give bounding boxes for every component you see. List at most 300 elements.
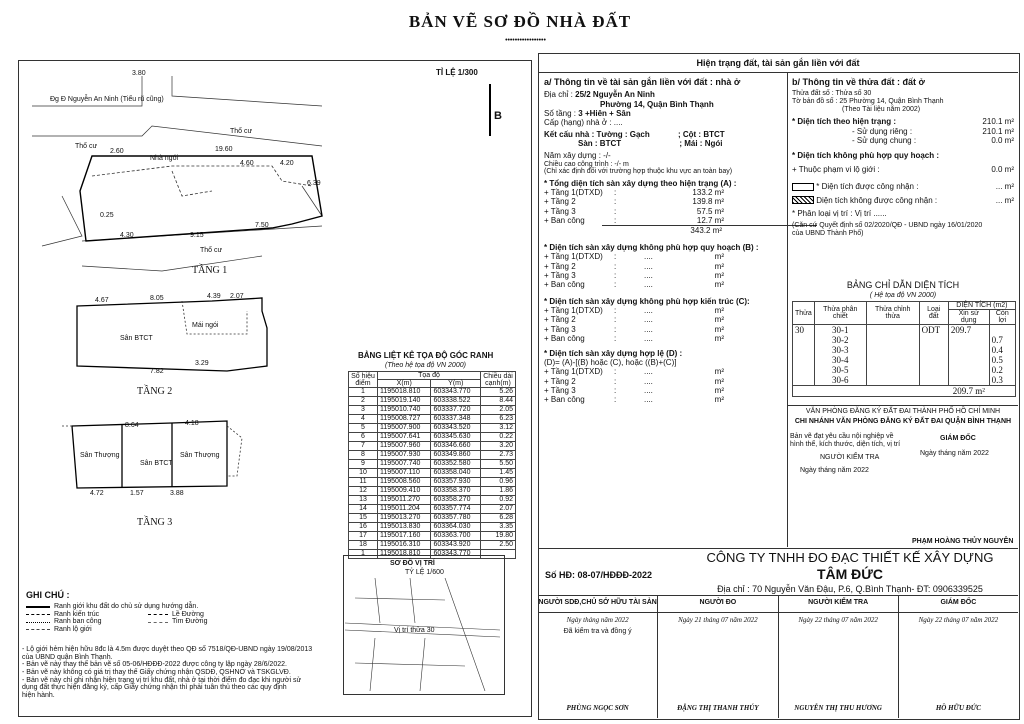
table-cell: 2.73 bbox=[481, 451, 516, 460]
section-b-area-title: * Diện tích sàn xây dựng không phù hợp quy hoạch (B) : bbox=[544, 243, 759, 253]
sub-parcel: 30-5 bbox=[832, 365, 849, 375]
area-col-use: Xin sử dụng bbox=[948, 310, 989, 325]
coords-body bbox=[349, 388, 516, 559]
area-row-label: + Tầng 2 bbox=[544, 261, 576, 271]
area-row bbox=[544, 306, 782, 315]
table-cell: 1195009.410 bbox=[378, 487, 431, 496]
area-row-label: + Tầng 2 bbox=[544, 315, 576, 325]
remain-value: 0.3 bbox=[991, 374, 1003, 385]
legend-item-3: Ranh ban công bbox=[54, 618, 102, 626]
signer-role: NGƯỜI ĐO bbox=[699, 599, 737, 606]
own-use-label: - Sử dụng riêng : bbox=[852, 126, 913, 136]
remain-value bbox=[992, 326, 1013, 335]
sub-parcel: 30-1 bbox=[832, 325, 849, 335]
table-cell: 1195007.641 bbox=[378, 433, 431, 442]
floors-value: 3 +Hiên + Sân bbox=[578, 108, 631, 118]
table-cell: 603357.774 bbox=[431, 505, 481, 514]
dim-t1-d: 4.20 bbox=[280, 160, 294, 167]
area-row-value: 12.7 m² bbox=[696, 215, 724, 225]
signer-date: Ngày tháng năm 2022 bbox=[566, 616, 629, 624]
signer-date: Ngày 22 tháng 07 năm 2022 bbox=[798, 616, 878, 624]
table-row bbox=[349, 478, 516, 487]
table-cell: 603345.630 bbox=[431, 433, 481, 442]
label-san-btct-3: Sân BTCT bbox=[140, 460, 173, 467]
note-line-2: của UBND quận Bình Thạnh. bbox=[22, 653, 113, 661]
table-cell: 0.22 bbox=[481, 433, 516, 442]
label-nha-ngoi: Nhà ngói bbox=[150, 155, 179, 162]
table-cell: 18 bbox=[349, 541, 378, 550]
area-row-colon: : bbox=[614, 215, 617, 225]
area-row-value bbox=[644, 280, 724, 289]
table-cell: 603357.780 bbox=[431, 514, 481, 523]
area-row-value: 57.5 m² bbox=[696, 206, 724, 216]
d-formula: (D)= (A)-[(B) hoặc (C), hoặc ((B)+(C)] bbox=[544, 358, 677, 368]
area-row-colon: : bbox=[614, 261, 617, 271]
area-row bbox=[544, 367, 782, 376]
table-cell: 603358.370 bbox=[431, 487, 481, 496]
floor-label-1: TẦNG 1 bbox=[192, 265, 228, 276]
non-conforming-title: * Diện tích không phù hợp quy hoạch : bbox=[792, 150, 940, 160]
area-row-unit: m² bbox=[714, 385, 724, 395]
signer-extra: Đã kiểm tra và đồng ý bbox=[563, 628, 632, 635]
area-row-value bbox=[644, 325, 724, 334]
parcel-number: Thửa đất số : Thửa số 30 bbox=[792, 90, 872, 98]
table-cell: 603338.522 bbox=[431, 397, 481, 406]
sub-parcel: 30-3 bbox=[832, 345, 849, 355]
divider-top bbox=[538, 72, 1018, 73]
map-sheet: Tờ bản đồ số : 25 Phường 14, Quận Bình Thạnh bbox=[792, 98, 944, 106]
area-row bbox=[544, 216, 782, 225]
table-cell: 603349.860 bbox=[431, 451, 481, 460]
remain-value: 0.5 bbox=[991, 354, 1003, 365]
area-row-value bbox=[644, 377, 724, 386]
table-cell: 1 bbox=[349, 550, 378, 559]
table-cell: 1195011.204 bbox=[378, 505, 431, 514]
table-row bbox=[349, 541, 516, 550]
signer-role: GIÁM ĐỐC bbox=[940, 599, 977, 606]
table-cell: 1195013.830 bbox=[378, 523, 431, 532]
table-row bbox=[349, 505, 516, 514]
label-tho-cu-2: Thổ cư bbox=[75, 143, 98, 150]
basis-line-1: (Căn cứ Quyết định số 02/2020/QĐ - UBND ngày 16/01/2020 bbox=[792, 221, 983, 229]
road-boundary-label: + Thuộc phạm vi lộ giới : bbox=[792, 165, 880, 175]
area-col-type: Loại đất bbox=[919, 302, 948, 325]
table-cell: 603363.700 bbox=[431, 532, 481, 541]
north-arrow-icon bbox=[489, 84, 491, 136]
table-cell: 1195017.160 bbox=[378, 532, 431, 541]
area-row bbox=[544, 386, 782, 395]
table-cell: 1195013.270 bbox=[378, 514, 431, 523]
area-row-colon: : bbox=[614, 385, 617, 395]
location-scale: TỶ LỆ 1/600 bbox=[405, 569, 444, 576]
area-row-blank: .... bbox=[644, 306, 653, 316]
table-row bbox=[349, 487, 516, 496]
label-san-btct: Sân BTCT bbox=[120, 335, 153, 342]
section-a bbox=[544, 77, 782, 404]
dim-t3-c: 4.72 bbox=[90, 490, 104, 497]
area-row-label: + Tầng 1(DTXD) bbox=[544, 306, 603, 316]
area-row-unit: m² bbox=[714, 367, 724, 377]
signer-name: NGUYỄN THỊ THU HƯƠNG bbox=[794, 704, 882, 712]
area-row-colon: : bbox=[614, 197, 617, 207]
area-total: 209.7 m² bbox=[793, 386, 1016, 397]
area-row-unit: m² bbox=[714, 333, 724, 343]
note-line-4: - Bản vẽ này không có giá trị thay thế Giấy chứng nhận QSDĐ, QSHNƠ và TSKGLVĐ. bbox=[22, 669, 291, 677]
area-row-blank: .... bbox=[644, 394, 653, 404]
area-row bbox=[544, 395, 782, 404]
table-cell: 603346.660 bbox=[431, 442, 481, 451]
label-san-thuong-1: Sân Thượng bbox=[80, 452, 120, 459]
area-row bbox=[544, 262, 782, 271]
area-col-parcel: Thửa bbox=[793, 302, 815, 325]
coords-title: BẢNG LIỆT KÊ TỌA ĐỘ GÓC RANH bbox=[358, 351, 494, 360]
note-line-6: dụng đất thực hiện đăng ký, cấp Giấy chứng nhận thì phải tuân thủ theo các quy định bbox=[22, 684, 287, 692]
area-row bbox=[544, 207, 782, 216]
signer-role: NGƯỜI KIỂM TRA bbox=[808, 599, 869, 606]
table-cell: 7 bbox=[349, 442, 378, 451]
doc-number: Số HĐ: 08-07/HĐĐĐ-2022 bbox=[545, 570, 653, 580]
area-row-value bbox=[644, 386, 724, 395]
table-cell: 5 bbox=[349, 424, 378, 433]
legend-item-1: Ranh giới khu đất do chủ sử dụng hướng dẫn. bbox=[54, 603, 199, 610]
signer-name: ĐẶNG THỊ THANH THÚY bbox=[677, 704, 759, 712]
office-line-2: CHI NHÁNH VĂN PHÒNG ĐĂNG KÝ ĐẤT ĐAI QUẬN BÌNH THẠNH bbox=[794, 418, 1012, 425]
dim-t3-a: 8.64 bbox=[125, 422, 139, 429]
area-row-blank: .... bbox=[644, 261, 653, 271]
dim-t2-b: 8.05 bbox=[150, 295, 164, 302]
sub-parcel: 30-4 bbox=[832, 355, 849, 365]
dim-t1-b: 2.60 bbox=[110, 148, 124, 155]
not-recognized-value: ... m² bbox=[995, 195, 1014, 205]
not-recognized-swatch bbox=[792, 196, 814, 204]
table-cell: 4 bbox=[349, 415, 378, 424]
table-cell: 3.20 bbox=[481, 442, 516, 451]
c-area-rows bbox=[544, 306, 782, 343]
area-row-unit: m² bbox=[714, 394, 724, 404]
area-row-blank: .... bbox=[644, 333, 653, 343]
table-cell: 19.80 bbox=[481, 532, 516, 541]
office-checker: NGƯỜI KIỂM TRA bbox=[820, 454, 880, 461]
area-row-value bbox=[644, 395, 724, 404]
area-row-label: + Ban công bbox=[544, 394, 585, 404]
dim-t1-g: 7.50 bbox=[255, 222, 269, 229]
table-cell: 1195018.810 bbox=[378, 550, 431, 559]
area-type: ODT bbox=[919, 325, 948, 386]
area-row bbox=[544, 280, 782, 289]
table-row bbox=[349, 460, 516, 469]
area-row-unit: m² bbox=[714, 324, 724, 334]
table-row bbox=[349, 523, 516, 532]
dim-t1-f: 6.39 bbox=[307, 180, 321, 187]
note-line-7: hiện hành. bbox=[22, 692, 55, 700]
area-row-colon: : bbox=[614, 367, 617, 377]
area-row-colon: : bbox=[614, 394, 617, 404]
remain-value: 0.2 bbox=[991, 364, 1003, 375]
area-row-label: + Tầng 1(DTXD) bbox=[544, 252, 603, 262]
area-value: 210.1 m² bbox=[982, 117, 1014, 127]
area-table-title: BẢNG CHỈ DẪN DIỆN TÍCH bbox=[846, 280, 960, 290]
office-line-1: VĂN PHÒNG ĐĂNG KÝ ĐẤT ĐAI THÀNH PHỐ HỒ CHÍ MINH bbox=[805, 408, 1001, 415]
office-divider bbox=[788, 405, 1018, 406]
road-boundary-value: 0.0 m² bbox=[991, 165, 1014, 175]
table-cell: 15 bbox=[349, 514, 378, 523]
area-row-colon: : bbox=[614, 279, 617, 289]
area-row-label: + Tầng 3 bbox=[544, 206, 576, 216]
area-row-label: + Ban công bbox=[544, 215, 585, 225]
dim-t1-c: 19.60 bbox=[215, 146, 233, 153]
note-line-1: - Lộ giới hẻm hiện hữu 8đc là 4.5m được duyệt theo QĐ số 7518/QĐ-UBND ngày 19/08/2013 bbox=[22, 646, 313, 653]
area-row bbox=[544, 252, 782, 261]
legend-item-4: Ranh lộ giới bbox=[54, 626, 92, 634]
table-cell: 13 bbox=[349, 496, 378, 505]
table-cell: 1195008.727 bbox=[378, 415, 431, 424]
signer-column bbox=[538, 595, 657, 718]
area-row-unit: m² bbox=[714, 315, 724, 325]
table-cell: 603343.770 bbox=[431, 550, 481, 559]
legend-item-6: Tim Đường bbox=[172, 618, 208, 626]
signer-name: PHÙNG NGỌC SƠN bbox=[566, 704, 629, 712]
table-row bbox=[349, 451, 516, 460]
area-row-value bbox=[644, 252, 724, 261]
remain-value: 0.4 bbox=[991, 344, 1003, 355]
table-cell: 1.86 bbox=[481, 487, 516, 496]
area-row-colon: : bbox=[614, 324, 617, 334]
office-director: GIÁM ĐỐC bbox=[940, 435, 976, 442]
area-row-value bbox=[644, 334, 724, 343]
dim-t1-i: 4.30 bbox=[120, 232, 134, 239]
area-title: * Diện tích theo hiện trạng : bbox=[792, 117, 897, 127]
area-row-value: 133.2 m² bbox=[692, 188, 724, 198]
notes-title: GHI CHÚ : bbox=[26, 590, 70, 600]
table-cell: 10 bbox=[349, 469, 378, 478]
table-row bbox=[349, 406, 516, 415]
col-coords: Tọa độ bbox=[378, 372, 481, 380]
area-row-colon: : bbox=[614, 333, 617, 343]
table-cell: 0.96 bbox=[481, 478, 516, 487]
col-y: Y(m) bbox=[431, 380, 481, 388]
table-cell: 11 bbox=[349, 478, 378, 487]
area-row-value bbox=[644, 315, 724, 324]
address-value: 25/2 Nguyễn An Ninh bbox=[575, 90, 655, 100]
area-table bbox=[792, 301, 1016, 397]
table-cell: 1195008.560 bbox=[378, 478, 431, 487]
area-row-value bbox=[644, 271, 724, 280]
table-cell: 12 bbox=[349, 487, 378, 496]
area-row-unit: m² bbox=[714, 376, 724, 386]
table-row bbox=[349, 442, 516, 451]
table-cell: 17 bbox=[349, 532, 378, 541]
dim-t2-a: 4.67 bbox=[95, 297, 109, 304]
column-value: BTCT bbox=[703, 130, 725, 140]
table-row bbox=[349, 532, 516, 541]
d-area-rows bbox=[544, 367, 782, 404]
office-director-name: PHẠM HOÀNG THỦY NGUYÊN bbox=[912, 538, 1014, 545]
table-row bbox=[349, 496, 516, 505]
table-cell: 1195007.900 bbox=[378, 424, 431, 433]
dim-t2-f: 7.82 bbox=[150, 368, 164, 375]
dim-t3-d: 1.57 bbox=[130, 490, 144, 497]
location-parcel-label: Vị trí thửa 30 bbox=[394, 627, 435, 634]
table-cell: 603343.520 bbox=[431, 424, 481, 433]
table-cell: 3 bbox=[349, 406, 378, 415]
table-row bbox=[349, 514, 516, 523]
area-row bbox=[544, 334, 782, 343]
dim-t1-a: 3.80 bbox=[132, 70, 146, 77]
table-row bbox=[349, 469, 516, 478]
own-use-value: 210.1 m² bbox=[982, 126, 1014, 136]
table-cell: 8.44 bbox=[481, 397, 516, 406]
area-row-label: + Tầng 1(DTXD) bbox=[544, 188, 603, 198]
sub-parcel: 30-6 bbox=[832, 375, 849, 385]
remain-value: 0.7 bbox=[991, 334, 1003, 345]
area-row-label: + Tầng 1(DTXD) bbox=[544, 367, 603, 377]
label-san-thuong-2: Sân Thượng bbox=[180, 452, 220, 459]
label-tho-cu-3: Thổ cư bbox=[200, 247, 223, 254]
signer-name: HỒ HỮU ĐỨC bbox=[935, 704, 981, 712]
table-cell: 603358.040 bbox=[431, 469, 481, 478]
area-row-blank: .... bbox=[644, 315, 653, 325]
wall-value: Gạch bbox=[629, 130, 650, 140]
area-row-unit: m² bbox=[714, 279, 724, 289]
area-row-unit: m² bbox=[714, 306, 724, 316]
area-row-value bbox=[644, 306, 724, 315]
recognized-value: ... m² bbox=[995, 182, 1014, 192]
table-cell: 9 bbox=[349, 460, 378, 469]
area-row bbox=[544, 377, 782, 386]
floor-label-2: TẦNG 2 bbox=[137, 386, 173, 397]
table-cell: 2 bbox=[349, 397, 378, 406]
table-cell: 2.07 bbox=[481, 505, 516, 514]
table-cell: 6 bbox=[349, 433, 378, 442]
col-point: Số hiệu điểm bbox=[349, 372, 378, 388]
area-row-label: + Ban công bbox=[544, 333, 585, 343]
table-cell: 16 bbox=[349, 523, 378, 532]
signer-date: Ngày 22 tháng 07 năm 2022 bbox=[918, 616, 999, 624]
recognized-swatch bbox=[792, 183, 814, 191]
table-cell: 603337.348 bbox=[431, 415, 481, 424]
office-checker-date: Ngày tháng năm 2022 bbox=[800, 467, 869, 474]
table-cell: 603343.770 bbox=[431, 388, 481, 397]
area-row bbox=[544, 315, 782, 324]
recognized-label: * Diện tích được công nhận : bbox=[816, 182, 919, 192]
table-cell: 603358.270 bbox=[431, 496, 481, 505]
area-col-remain: Còn lợi bbox=[989, 310, 1015, 325]
table-cell: 1195007.960 bbox=[378, 442, 431, 451]
area-row-unit: m² bbox=[714, 252, 724, 262]
dim-t3-e: 3.88 bbox=[170, 490, 184, 497]
table-cell: 2.05 bbox=[481, 406, 516, 415]
roof-label: ; Mái : bbox=[679, 139, 703, 149]
structure-label: Kết cấu nhà : Tường : bbox=[544, 130, 628, 140]
area-adjust bbox=[866, 325, 919, 386]
zone-classification: * Phân loại vị trí : Vị trí ...... bbox=[792, 208, 887, 218]
table-cell: 5.26 bbox=[481, 388, 516, 397]
table-cell: 5.50 bbox=[481, 460, 516, 469]
table-cell: 603352.580 bbox=[431, 460, 481, 469]
area-remain bbox=[989, 325, 1015, 386]
table-cell: 0.92 bbox=[481, 496, 516, 505]
dim-t3-b: 4.18 bbox=[185, 420, 199, 427]
floor-material-value: BTCT bbox=[599, 139, 622, 149]
area-row-colon: : bbox=[614, 188, 617, 198]
col-length: Chiều dài cạnh(m) bbox=[481, 372, 516, 388]
area-use: 209.7 bbox=[948, 325, 989, 386]
area-row-unit: m² bbox=[714, 261, 724, 271]
coords-subtitle: (Theo hệ tọa độ VN 2000) bbox=[385, 362, 466, 369]
signer-role: NGƯỜI SDĐ,CHỦ SỞ HỮU TÀI SẢN bbox=[538, 599, 657, 606]
section-b bbox=[792, 77, 1014, 237]
b-area-rows bbox=[544, 252, 782, 289]
company-address: Địa chỉ : 70 Nguyễn Văn Đậu, P.6, Q.Bình Thạnh- ĐT: 0906339525 bbox=[717, 584, 983, 594]
table-cell: 1195007.740 bbox=[378, 460, 431, 469]
col-x: X(m) bbox=[378, 380, 431, 388]
signer-date: Ngày 21 tháng 07 năm 2022 bbox=[678, 616, 758, 624]
table-cell: 603364.030 bbox=[431, 523, 481, 532]
table-cell: 2.50 bbox=[481, 541, 516, 550]
divider-mid bbox=[787, 72, 788, 547]
section-a-title: a/ Thông tin về tài sản gắn liền với đất : nhà ở bbox=[544, 77, 741, 87]
area-row-colon: : bbox=[614, 270, 617, 280]
signer-column bbox=[898, 595, 1018, 718]
label-mai-ngoi: Mái ngói bbox=[192, 322, 219, 329]
area-row-colon: : bbox=[614, 315, 617, 325]
legend-item-5: Lề Đường bbox=[172, 610, 204, 618]
area-row-blank: .... bbox=[644, 385, 653, 395]
area-parcel: 30 bbox=[793, 325, 815, 386]
company-name: CÔNG TY TNHH ĐO ĐẠC THIẾT KẾ XÂY DỰNG bbox=[706, 550, 994, 565]
dim-t1-j: 0.25 bbox=[100, 212, 114, 219]
total-area-rows bbox=[544, 188, 782, 225]
table-cell: 1195007.930 bbox=[378, 451, 431, 460]
map-note: (Theo Tài liệu năm 2002) bbox=[842, 105, 921, 113]
area-row-blank: .... bbox=[644, 279, 653, 289]
area-row-value: 139.8 m² bbox=[692, 197, 724, 207]
area-row-label: + Tầng 2 bbox=[544, 376, 576, 386]
floor-material-label: Sàn : bbox=[578, 139, 598, 149]
floor-plans bbox=[22, 66, 342, 536]
table-row bbox=[349, 388, 516, 397]
note-line-3: - Bản vẽ này thay thế bản vẽ số 05-06/HĐĐĐ-2022 được công ty lập ngày 28/6/2022. bbox=[22, 661, 287, 669]
area-row-value bbox=[644, 262, 724, 271]
table-cell: 3.12 bbox=[481, 424, 516, 433]
location-title: SƠ ĐỒ VỊ TRÍ bbox=[390, 560, 435, 567]
table-cell: 1195016.310 bbox=[378, 541, 431, 550]
table-cell: 6.23 bbox=[481, 415, 516, 424]
table-row bbox=[349, 397, 516, 406]
area-row bbox=[544, 325, 782, 334]
floor-label-3: TẦNG 3 bbox=[137, 517, 173, 528]
area-row-blank: .... bbox=[644, 324, 653, 334]
area-row bbox=[544, 197, 782, 206]
table-cell: 1195011.270 bbox=[378, 496, 431, 505]
shared-use-value: 0.0 m² bbox=[991, 135, 1014, 145]
title-dots: • • • • • • • • • • • • • • • • • bbox=[505, 37, 545, 44]
table-cell: 3.35 bbox=[481, 523, 516, 532]
company-brand: TÂM ĐỨC bbox=[816, 566, 884, 582]
area-row-value bbox=[644, 367, 724, 376]
note-line-5: - Bản vẽ này chỉ ghi nhận hiện trạng vị trí khu đất, nhà ở tại thời điểm đo đạc khi người sử bbox=[22, 676, 302, 684]
area-row-label: + Ban công bbox=[544, 279, 585, 289]
area-row-label: + Tầng 2 bbox=[544, 197, 576, 207]
area-row-blank: .... bbox=[644, 367, 653, 377]
scale-label: TỈ LỆ 1/300 bbox=[436, 68, 478, 77]
dim-t2-d: 2.07 bbox=[230, 293, 244, 300]
office-note: Bản vẽ đạt yêu cầu nội nghiệp về hình thể, kích thước, diện tích, vị trí bbox=[790, 433, 901, 448]
north-label: B bbox=[494, 110, 502, 122]
area-row bbox=[544, 188, 782, 197]
legend-item-2: Ranh kiến trúc bbox=[54, 610, 100, 618]
dim-t1-h: 9.15 bbox=[190, 232, 204, 239]
